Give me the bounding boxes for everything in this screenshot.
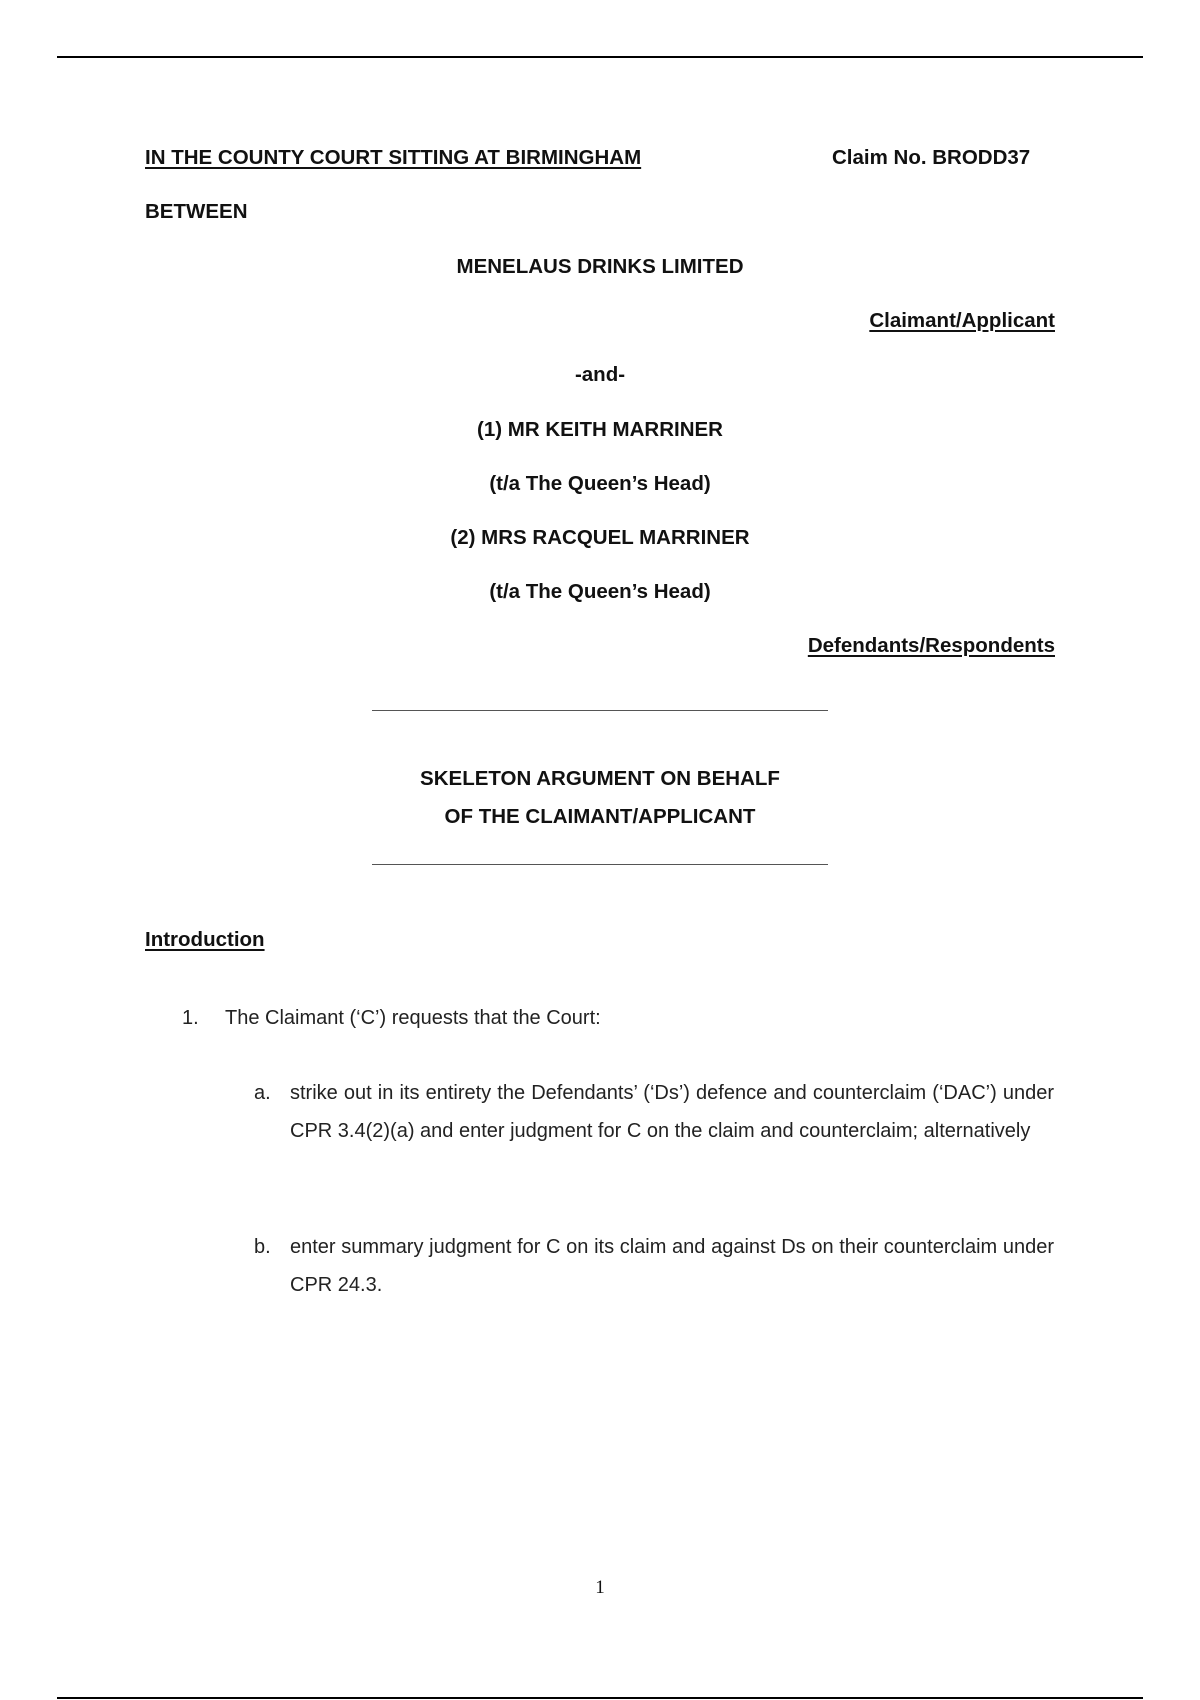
claimant-role: Claimant/Applicant [869,309,1055,332]
top-page-rule [57,56,1143,58]
defendant-2-trading-name: (t/a The Queen’s Head) [489,580,711,603]
subparagraph-marker: a. [254,1082,271,1104]
claimant-name: MENELAUS DRINKS LIMITED [456,255,744,278]
title-rule-bottom [372,864,828,865]
defendant-2-name: (2) MRS RACQUEL MARRINER [450,526,750,549]
and-separator: -and- [574,363,626,386]
defendant-1-trading-name: (t/a The Queen’s Head) [489,472,711,495]
paragraph-number: 1. [182,1007,199,1029]
subparagraph-marker: b. [254,1236,271,1258]
page-number: 1 [595,1577,605,1598]
court-heading: IN THE COUNTY COURT SITTING AT BIRMINGHAM [145,146,642,169]
between-label: BETWEEN [145,200,248,223]
document-title-line-2: OF THE CLAIMANT/APPLICANT [444,805,756,828]
paragraph-text: The Claimant (‘C’) requests that the Court: [225,1007,601,1029]
section-heading-introduction: Introduction [145,928,265,951]
defendants-role: Defendants/Respondents [807,634,1055,657]
bottom-page-rule [57,1697,1143,1699]
subparagraph-text: enter summary judgment for C on its claim and against Ds on their counterclaim under CPR 24.3. [290,1236,1054,1296]
defendant-1-name: (1) MR KEITH MARRINER [477,418,723,441]
document-title-line-1: SKELETON ARGUMENT ON BEHALF [420,767,780,790]
title-rule-top [372,710,828,711]
claim-number: Claim No. BRODD37 [832,146,1031,169]
subparagraph-text: strike out in its entirety the Defendants’ (‘Ds’) defence and counterclaim (‘DAC’) under CPR 3.4(2)(a) and enter judgment for C on the claim and counterclaim; alternatively [290,1082,1054,1142]
